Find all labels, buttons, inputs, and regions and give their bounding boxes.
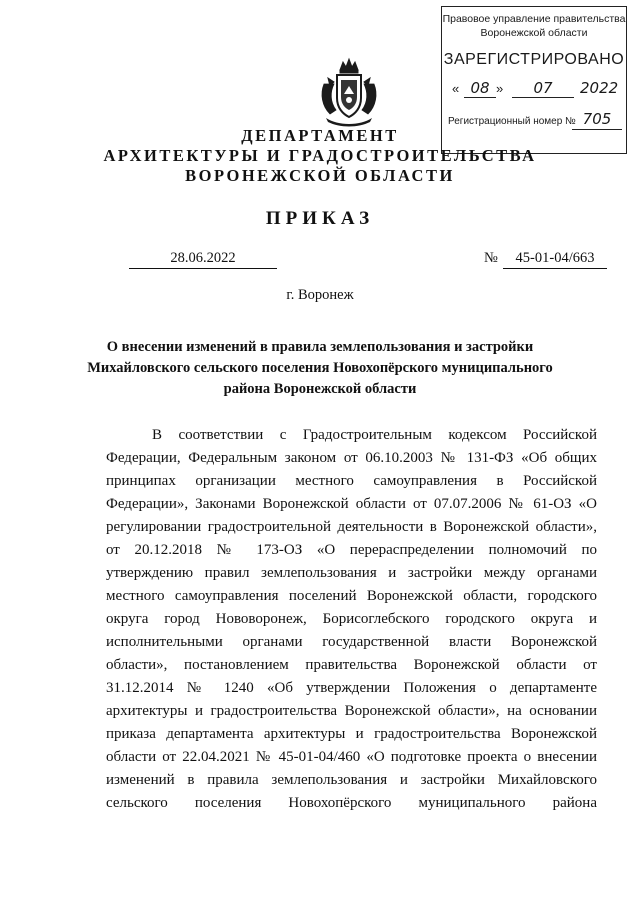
order-title: ПРИКАЗ — [265, 208, 375, 229]
stamp-date-row — [452, 81, 620, 103]
body-text-line: 31.12.2014 № 1240 «Об утверждении Положения о департаменте — [106, 680, 597, 696]
body-text-line: местного самоуправления поселений Воронежской области, городского — [106, 588, 597, 604]
department-name-line3: ВОРОНЕЖСКОЙ ОБЛАСТИ — [185, 166, 455, 185]
body-text-line: Федерации», Законами Воронежской области от 07.07.2006 № 61-ОЗ «О — [106, 496, 597, 512]
order-number-sign: № — [484, 250, 498, 266]
body-text-line: области от 22.04.2021 № 45-01-04/460 «О подготовке проекта о внесении — [106, 749, 597, 765]
body-text-line: регулировании градостроительной деятельности в Воронежской области», — [106, 519, 597, 535]
stamp-reg-label: Регистрационный номер № — [448, 116, 576, 127]
body-text-line: исполнительными органами государственной власти Воронежской — [106, 634, 597, 650]
coat-of-arms-icon — [318, 56, 380, 128]
body-text-line: Федерации, Федеральным законом от 06.10.2003 № 131-ФЗ «Об общих — [106, 450, 597, 466]
order-subject-line3: района Воронежской области — [223, 381, 417, 397]
stamp-quote-open: « — [452, 81, 460, 96]
stamp-quote-close: » — [496, 81, 504, 96]
department-name-line2: АРХИТЕКТУРЫ И ГРАДОСТРОИТЕЛЬСТВА — [103, 146, 537, 165]
stamp-authority-line2: Воронежской области — [480, 27, 588, 39]
body-text-line: архитектуры и градостроительства Воронежской области», на основании — [106, 703, 597, 719]
body-text-line: В соответствии с Градостроительным кодексом Российской — [152, 427, 597, 443]
body-text-line: округа город Нововоронеж, Борисоглебского городского округа и — [106, 611, 597, 627]
stamp-registered: ЗАРЕГИСТРИРОВАНО — [443, 51, 625, 68]
order-city: г. Воронеж — [286, 287, 354, 303]
body-text-line: приказа департамента архитектуры и градостроительства Воронежской — [106, 726, 597, 742]
order-subject-line1: О внесении изменений в правила землепользования и застройки — [106, 339, 534, 355]
body-text-line: сельского поселения Новохопёрского муниципального района — [106, 795, 597, 811]
body-text-line: от 20.12.2018 № 173-ОЗ «О перераспределении полномочий по — [106, 542, 597, 558]
stamp-authority-line1: Правовое управление правительства — [442, 13, 626, 25]
body-text-line: утверждению правил землепользования и застройки между органами — [106, 565, 597, 581]
department-name-line1: ДЕПАРТАМЕНТ — [241, 126, 399, 145]
order-number: 45-01-04/663 — [503, 250, 607, 269]
body-text-line: области», постановлением правительства Воронежской области от — [106, 657, 597, 673]
order-date: 28.06.2022 — [129, 250, 277, 269]
stamp-month: 07 — [512, 79, 574, 98]
body-text-line: принципах организации местного самоуправления в Российской — [106, 473, 597, 489]
body-text-line: изменений в правила землепользования и застройки Михайловского — [106, 772, 597, 788]
stamp-reg-number: 705 — [572, 110, 622, 130]
order-subject-line2: Михайловского сельского поселения Новохопёрского муниципального — [87, 360, 553, 376]
stamp-day: 08 — [464, 79, 496, 98]
stamp-year: 2022 — [580, 79, 619, 97]
